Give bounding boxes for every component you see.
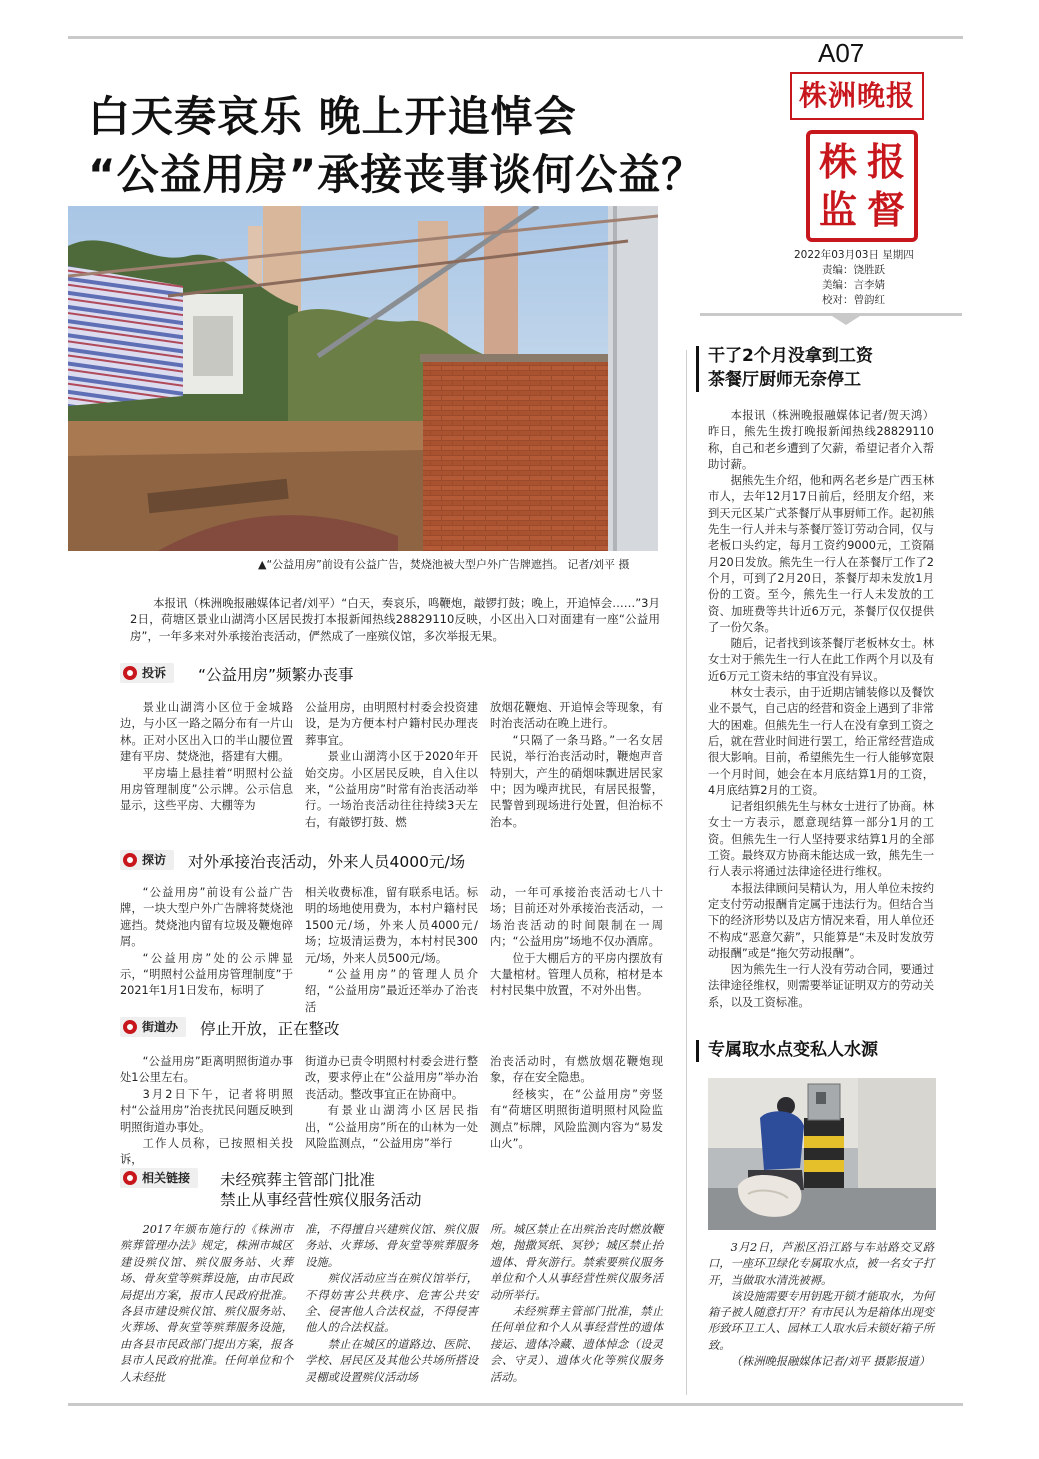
section-2-col-3 [490, 885, 663, 1000]
paragraph: 经核实，在“公益用房”旁竖有“荷塘区明照街道明照村风险监测点”标牌，风险监测内容为“易发山火”。 [490, 1087, 663, 1151]
section-seal [806, 130, 918, 242]
headline-line-1: 干了2个月没拿到工资 [708, 346, 873, 366]
paragraph: 据熊先生介绍，他和两名老乡是广西玉林市人，去年12月17日前后，经朋友介绍，来到天元区某广式茶餐厅从事厨师工作。起初熊先生一行人并未与茶餐厅签订劳动合同，仅与老板口头约定，每月工资约9000元，工资隔月20日发放。熊先生一行人在茶餐厅工作了2个月，可到了2月20日，茶餐厅却未发放1月份的工资。至今，熊先生一行人未发放的工资、加班费等共计近6万元，茶餐厅仅仅提供了一份欠条。 [708, 474, 934, 634]
section-1-col-1 [120, 700, 293, 815]
paragraph: 殡仪活动应当在殡仪馆举行，不得妨害公共秩序、危害公共安全、侵害他人合法权益，不得侵害他人的合法权益。 [305, 1272, 478, 1335]
section-title: “公益用房”频繁办丧事 [198, 666, 354, 684]
paragraph: 随后，记者找到该茶餐厅老板林女士。林女士对于熊先生一行人在此工作两个月以及有近6万元工资未结的事宜没有异议。 [708, 637, 934, 683]
main-headline [88, 88, 704, 204]
paragraph: 3月2日下午，记者将明照村“公益用房”治丧扰民问题反映到明照街道办事处。 [120, 1087, 293, 1134]
page-meta [794, 248, 954, 308]
paragraph: 景业山湖湾小区于2020年开始交房。小区居民反映，自入住以来，“公益用房”时常有治丧活动举行。一场治丧活动往往持续3天左右，有敲锣打鼓、燃 [305, 750, 478, 829]
paragraph: 相关收费标准，留有联系电话。标明的场地使用费为，本村户籍村民1500元/场，外来人员4000元/场；垃圾清运费为，本村村民300元/场，外来人员500元/场。 [305, 886, 478, 965]
paragraph: 未经殡葬主管部门批准，禁止任何单位和个人从事经营性的遗体接运、遗体冷藏、遗体悼念（设灵会、守灵）、遗体火化等殡仪服务活动。 [490, 1305, 663, 1384]
paragraph: 本报讯（株洲晚报融媒体记者/贺天鸿）昨日，熊先生拨打晚报新闻热线28829110称，自己和老乡遭到了欠薪，希望记者介入帮助讨薪。 [708, 409, 934, 471]
paragraph: 治丧活动时，有燃放烟花鞭炮现象，存在安全隐患。 [490, 1055, 663, 1085]
photo-credit: （株洲晚报融媒体记者/刘平 摄影报道） [730, 1355, 931, 1369]
lead-paragraph [130, 595, 660, 644]
seal-char-3: 监 [818, 187, 857, 232]
photo-caption: ▲“公益用房”前设有公益广告，焚烧池被大型户外广告牌遮挡。 记者/刘平 摄 [258, 558, 630, 571]
side-story-2-body [708, 1240, 934, 1370]
section-title-line-2: 禁止从事经营性殡仪服务活动 [220, 1191, 422, 1209]
section-4-col-3 [490, 1222, 663, 1386]
paragraph: 记者组织熊先生与林女士进行了协商。林女士一方表示，愿意现结算一部分1月的工资。但熊先生一行人坚持要求结算1月的全部工资。最终双方协商未能达成一致，熊先生一行人表示将通过法律途径进行维权。 [708, 800, 934, 879]
paragraph: 街道办已责令明照村村委会进行整改，要求停止在“公益用房”举办治丧活动。整改事宜正在协商中。 [305, 1055, 478, 1101]
section-visit-header [120, 850, 660, 872]
headline-line-1: 白天奏哀乐 晚上开追悼会 [88, 92, 577, 141]
story-marker [696, 1040, 699, 1062]
section-1-col-3 [490, 700, 663, 831]
paragraph: 平房墙上悬挂着“明照村公益用房管理制度”公示牌。公示信息显示，这些平房、大棚等为 [120, 766, 293, 813]
section-2-col-1 [120, 885, 293, 1000]
paragraph: 景业山湖湾小区位于金城路边，与小区一路之隔分布有一片山林。正对小区出入口的半山腰位置建有平房、焚烧池，搭建有大棚。 [120, 701, 293, 764]
section-tag-label: 相关链接 [142, 1171, 191, 1185]
side-photo [708, 1078, 936, 1230]
lead-text: 本报讯（株洲晚报融媒体记者/刘平）“白天，奏哀乐，鸣鞭炮，敲锣打鼓；晚上，开追悼会……”3月2日，荷塘区景业山湖湾小区居民拨打本报新闻热线28829110反映，小区出入口对面建有一座“公益用房”，一年多来对外承接治丧活动，俨然成了一座殡仪馆，多次举报无果。 [130, 596, 660, 643]
paragraph: 林女士表示，由于近期店铺装修以及餐饮业不景气，自己店的经营和资金上遇到了非常大的困难。但熊先生一行人在没有拿到工资之后，就在营业时间进行罢工，给正常经营造成很大影响。目前，希望熊先生一行人能够宽限一个月时间，她会在本月底结算1月的工资，4月底结算2月的工资。 [708, 686, 934, 797]
designer-credit: 美编：言李婧 [822, 279, 885, 291]
meta-rule [700, 313, 962, 316]
section-tag [120, 1017, 186, 1037]
section-tag [120, 1168, 198, 1188]
side-photo-image [708, 1078, 936, 1230]
section-title: 停止开放，正在整改 [200, 1020, 340, 1038]
section-title-line-1: 未经殡葬主管部门批准 [220, 1171, 376, 1189]
paragraph: 因为熊先生一行人没有劳动合同，要通过法律途径维权，则需要举证证明双方的劳动关系，以及工资标准。 [708, 963, 934, 1009]
side-story-1-headline [708, 344, 873, 392]
paragraph: 禁止在城区的道路边、医院、学校、居民区及其他公共场所搭设灵棚或设置殡仪活动场 [305, 1337, 478, 1384]
side-story-1-body [708, 408, 934, 1011]
paragraph: 工作人员称，已按照相关投诉， [120, 1137, 293, 1167]
section-related-header [120, 1168, 660, 1208]
seal-char-4: 督 [866, 187, 905, 232]
proofreader-credit: 校对：曾韵红 [822, 294, 885, 306]
seal-char-1: 株 [818, 139, 857, 184]
red-dot-icon [123, 1171, 137, 1185]
section-4-col-1 [120, 1222, 293, 1386]
editor-credit: 责编：饶胜跃 [822, 264, 885, 276]
section-1-col-2 [305, 700, 478, 831]
red-dot-icon [123, 666, 137, 680]
paragraph: 放烟花鞭炮、开追悼会等现象，有时治丧活动在晚上进行。 [490, 701, 663, 731]
issue-date: 2022年03月03日 星期四 [794, 249, 914, 261]
masthead-logo: 株洲晚报 [790, 72, 924, 120]
paragraph: 准，不得擅自兴建殡仪馆、殡仪服务站、火葬场、骨灰堂等殡葬服务设施。 [305, 1223, 478, 1269]
paragraph: 位于大棚后方的平房内摆放有大量棺材。管理人员称，棺材是本村村民集中放置，不对外出售。 [490, 951, 663, 998]
paragraph: 所。城区禁止在出殡治丧时燃放鞭炮，抛撒冥纸、冥钞；城区禁止抬遗体、骨灰游行。禁索要殡仪服务单位和个人从事经营性殡仪服务活动所举行。 [490, 1223, 663, 1302]
paragraph: 有景业山湖湾小区居民指出，“公益用房”所在的山林为一处风险监测点，“公益用房”举行 [305, 1104, 478, 1151]
red-dot-icon [123, 853, 137, 867]
section-4-col-2 [305, 1222, 478, 1386]
paragraph: 动，一年可承接治丧活动七八十场；目前还对外承接治丧活动，一场治丧活动的时间限制在一周内；“公益用房”场地不仅办酒席。 [490, 886, 663, 949]
red-dot-icon [123, 1020, 137, 1034]
main-photo-image [68, 206, 658, 551]
section-3-col-1 [120, 1054, 293, 1169]
section-tag [120, 663, 174, 683]
paragraph: 该设施需要专用钥匙开锁才能取水，为何箱子被人随意打开？有市民认为是箱体出现变形致环卫工人、园林工人取水后未锁好箱子所致。 [708, 1289, 934, 1352]
bottom-rule [68, 1403, 963, 1406]
paragraph: “公益用房”距离明照街道办事处1公里左右。 [120, 1055, 293, 1085]
story-marker [696, 346, 699, 392]
main-photo [68, 206, 658, 551]
section-complaint-header [120, 663, 660, 685]
side-story-2-headline: 专属取水点变私人水源 [708, 1040, 878, 1060]
paragraph: “公益用房”前设有公益广告牌，一块大型户外广告牌将焚烧池遮挡。焚烧池内留有垃圾及鞭炮碎屑。 [120, 886, 293, 949]
page-number: A07 [818, 38, 865, 68]
section-2-col-2 [305, 885, 478, 1016]
paragraph: “公益用房”的管理人员介绍，“公益用房”最近还举办了治丧活 [305, 968, 478, 1014]
paragraph: 3月2日，芦淞区沿江路与车站路交叉路口，一座环卫绿化专属取水点，被一名女子打开，当做取水清洗被褥。 [708, 1241, 934, 1287]
section-title: 对外承接治丧活动，外来人员4000元/场 [188, 853, 466, 871]
meta-notch [832, 316, 860, 325]
paragraph: 2017年颁布施行的《株洲市殡葬管理办法》规定，株洲市城区建设殡仪馆、殡仪服务站、火葬场、骨灰堂等殡葬设施，由市民政局提出方案，报市人民政府批准。各县市建设殡仪馆、殡仪服务站、火葬场、骨灰堂等殡葬服务设施，由各县市民政部门提出方案，报各县市人民政府批准。任何单位和个人未经批 [120, 1223, 293, 1384]
section-3-col-2 [305, 1054, 478, 1152]
headline-line-2: 茶餐厅厨师无奈停工 [708, 370, 861, 390]
section-subdistrict-header [120, 1017, 660, 1039]
section-3-col-3 [490, 1054, 663, 1152]
headline-line-2: “公益用房”承接丧事谈何公益？ [88, 150, 705, 199]
section-tag-label: 街道办 [142, 1020, 179, 1034]
paragraph: “公益用房”处的公示牌显示，“明照村公益用房管理制度”于2021年1月1日发布，标明了 [120, 951, 293, 998]
section-tag-label: 投诉 [142, 666, 167, 680]
section-tag-label: 探访 [142, 853, 167, 867]
column-divider [686, 350, 687, 1395]
paragraph: “只隔了一条马路。”一名女居民说，举行治丧活动时，鞭炮声音特别大，产生的硝烟味飘进居民家中；因为噪声扰民，有居民报警，民警曾到现场进行处置，但治标不治本。 [490, 733, 663, 829]
section-tag [120, 850, 174, 870]
paragraph: 本报法律顾问吴精认为，用人单位未按约定支付劳动报酬肯定属于违法行为。但结合当下的经济形势以及店方情况来看，用人单位还不构成“恶意欠薪”，只能算是“未及时发放劳动报酬”或是“拖欠劳动报酬”。 [708, 881, 934, 960]
seal-char-2: 报 [866, 139, 905, 184]
paragraph: 公益用房，由明照村村委会投资建设，是为方便本村户籍村民办理丧葬事宜。 [305, 701, 478, 747]
